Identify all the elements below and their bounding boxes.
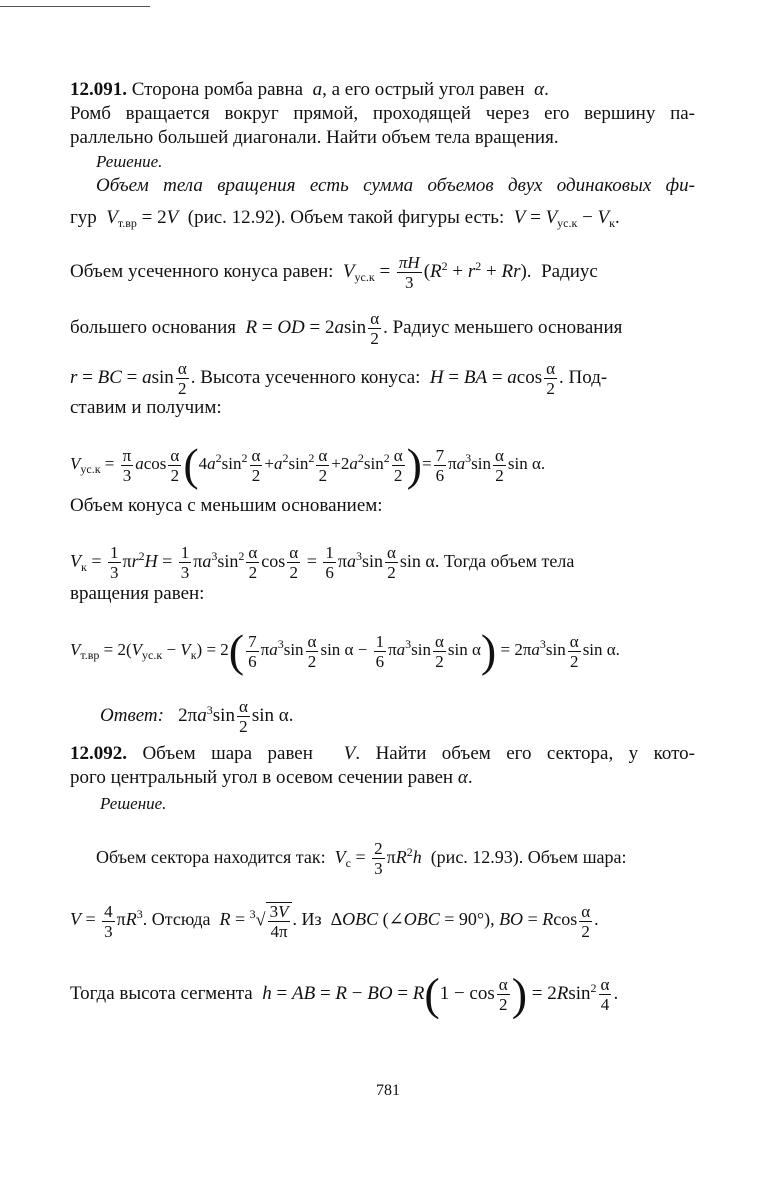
solution-label: Решение.	[96, 152, 163, 171]
sector-volume-line: Объем сектора находится так: $V_с$ = $\frac{2}{3}$ $\pi R^2h$ (рис. 12.93). Объем шара:	[96, 839, 627, 879]
page-number: 781	[376, 1082, 400, 1099]
segment-height-line: Тогда высота сегмента h = AB = R − BO = R(1 − cos $\frac{\alpha}{2}$ ) = 2Rsin$^2$ $\frac{\alpha}{4}$ .	[70, 968, 619, 1020]
solution-paragraph-line-1: Объем тела вращения есть сумма объемов двух одинаковых фи-	[96, 175, 695, 196]
solution-paragraph-line-2: гур $V_{т.вр} = 2V$ (рис. 12.92). Объем такой фигуры есть: $V = V_{ус.к} - V_к$.	[70, 207, 620, 230]
answer-label: Ответ:	[100, 705, 164, 726]
problem-number: 12.091.	[70, 79, 127, 100]
answer-line: Ответ: $2\pi a^3\sin$ $\frac{\alpha}{2}$ sin α.	[100, 697, 294, 737]
rotation-volume-formula: $V_{т.вр} = 2(V_{ус.к} - V_к) = 2$( $\frac{7}{6}$ $\pi a^3\sin$ $\frac{\alpha}{2}$ sin α − $\frac{1}{6}$ $\pi a^3\sin$ $\frac{\alpha}{2}$ $\sin \alpha) = 2\pi a^3\sin$ $\frac{\alpha}{2}$ sin α.	[70, 625, 620, 677]
big-radius-line: большего основания R = OD = 2asin $\frac{\alpha}{2}$ . Радиус меньшего основания	[70, 309, 623, 348]
problem-12-092-statement-line-2: рого центральный угол в осевом сечении равен α.	[70, 767, 473, 788]
small-radius-line: r = BC = asin $\frac{\alpha}{2}$ . Высота усеченного конуса: H = BA = acos $\frac{\alpha}{2}$ . Под-	[70, 359, 608, 398]
rotation-volume-heading: вращения равен:	[70, 583, 205, 604]
cone-volume-heading: Объем конуса с меньшим основанием:	[70, 495, 383, 516]
problem-statement-line-2: Ромб вращается вокруг прямой, проходящей через его вершину па-	[70, 103, 695, 124]
problem-statement-line-3: раллельно большей диагонали. Найти объем тела вращения.	[70, 127, 559, 148]
top-rule	[0, 6, 150, 7]
solution-label-2: Решение.	[100, 794, 167, 813]
substitute-line: ставим и получим:	[70, 397, 222, 418]
cone-volume-formula: $V_к$ = $\frac{1}{3}$ $\pi r^2H$ = $\frac{1}{3}$ $\pi a^3\sin^2$ $\frac{\alpha}{2}$ cos $\frac{\alpha}{2}$ = $\frac{1}{6}$ $\pi a^3\sin$ $\frac{\alpha}{2}$ sin α. Тогда объем тела	[70, 543, 575, 583]
problem-12-092-statement-line-1: 12.092. Объем шара равен V. Найти объем его сектора, у кото-	[70, 743, 695, 764]
problem-12-091-statement-line-1: 12.091. Сторона ромба равна a, а его острый угол равен α.	[70, 79, 549, 100]
frustum-volume-line: Объем усеченного конуса равен: $V_{ус.к}$ = $\frac{\pi H}{3}$ $(R^2 + r^2 + Rr)$. Радиус	[70, 253, 598, 293]
problem-number-2: 12.092.	[70, 743, 127, 764]
frustum-volume-formula: $V_{ус.к}$ = $\frac{\pi}{3}$ acos $\frac{\alpha}{2}$ ($4a^2\sin^2$ $\frac{\alpha}{2}$ $+a^2\sin^2$ $\frac{\alpha}{2}$ $+2a^2\sin^2$ $\frac{\alpha}{2}$ )= $\frac{7}{6}$ $\pi a^3\sin$ $\frac{\alpha}{2}$ sin α.	[70, 439, 546, 491]
sphere-volume-line: V = $\frac{4}{3}$ $\pi R^3$. Отсюда R = $^3$√ $\frac{3V}{4\pi}$ . Из ΔOBC (∠OBC = 90°), BO = Rcos $\frac{\alpha}{2}$ .	[70, 901, 599, 941]
